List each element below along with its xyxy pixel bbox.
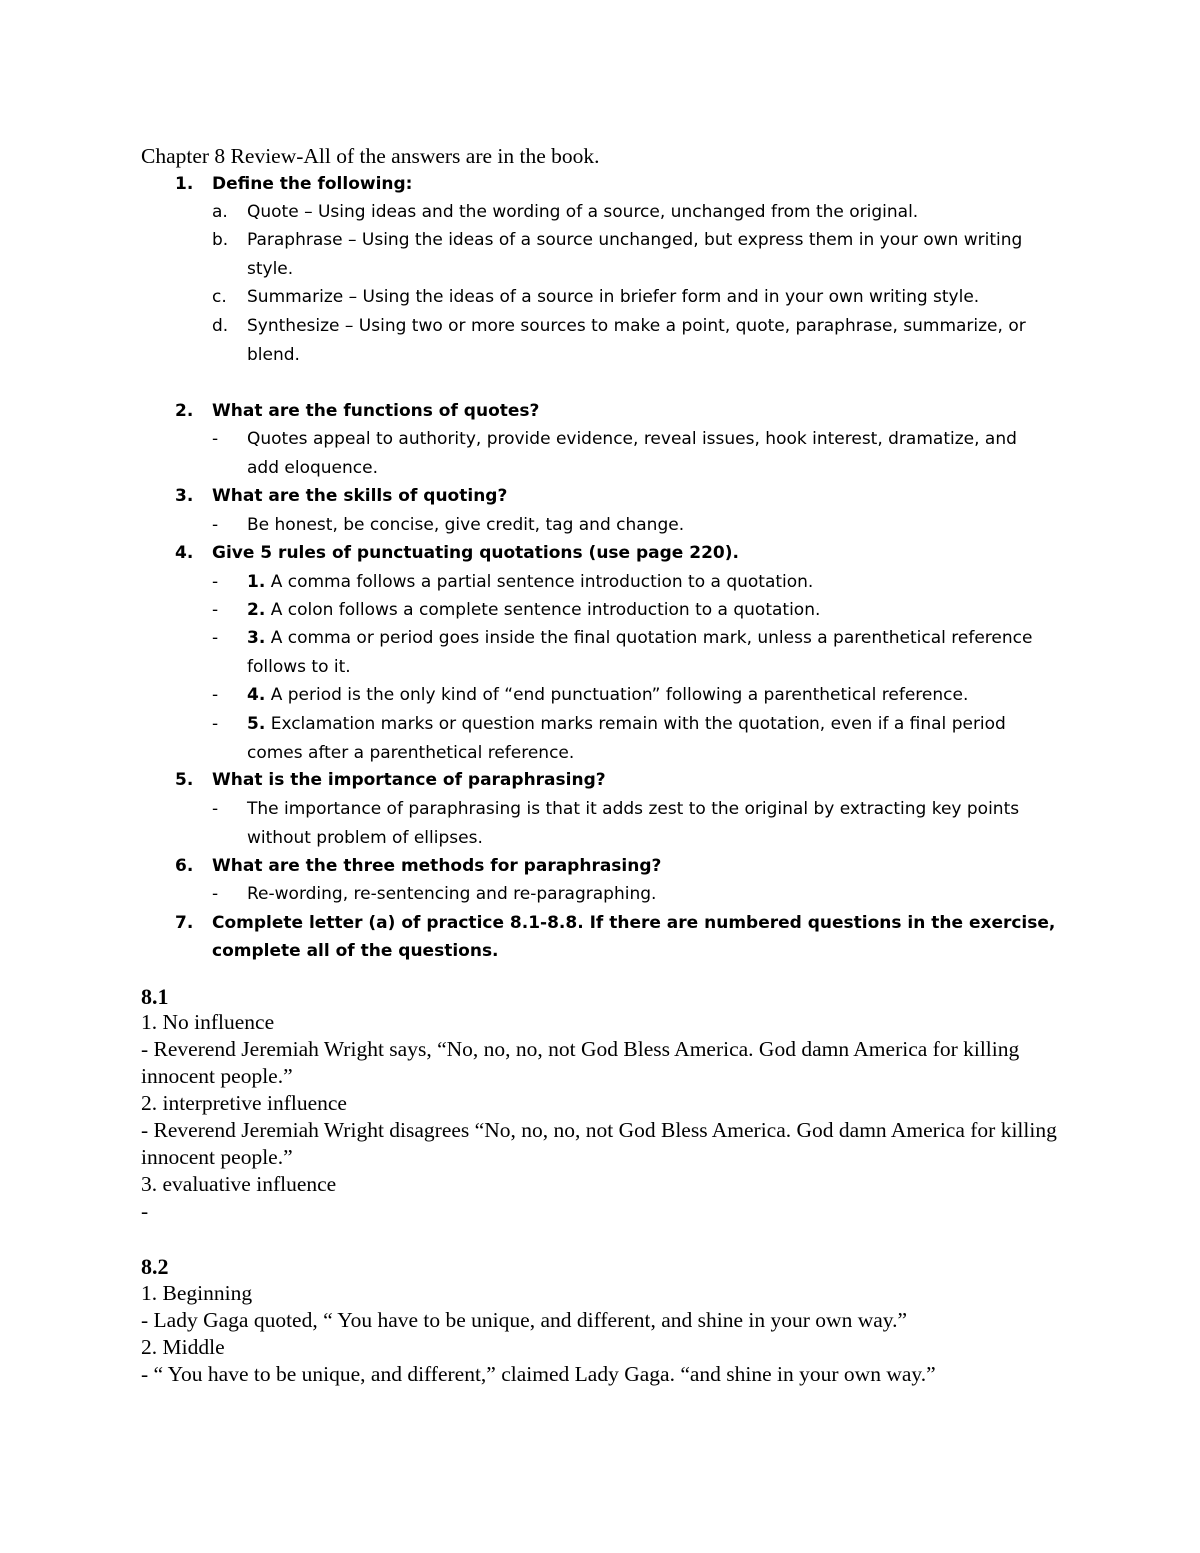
- answer-item: [212, 880, 1052, 909]
- list-marker: c.: [212, 287, 227, 307]
- rule-item: [212, 681, 1052, 710]
- answer-line: - “ You have to be unique, and different,” claimed Lady Gaga. “and shine in your own way.”: [141, 1362, 936, 1386]
- question-text: What is the importance of paraphrasing?: [212, 770, 606, 790]
- list-marker: -: [212, 628, 219, 648]
- list-marker: a.: [212, 202, 228, 222]
- answer-line: - Reverend Jeremiah Wright disagrees “No, no, no, not God Bless America. God damn America for killing innocent people.”: [141, 1118, 1057, 1169]
- rule-text: A comma or period goes inside the final quotation mark, unless a parenthetical reference follows to it.: [247, 628, 1033, 677]
- rule-item: [212, 568, 1052, 597]
- question-text: What are the skills of quoting?: [212, 486, 508, 506]
- rule-item: [212, 596, 1052, 625]
- answer-item: [212, 226, 1052, 283]
- list-marker: -: [212, 429, 219, 449]
- rule-text: Exclamation marks or question marks remain with the quotation, even if a final period comes after a parenthetical reference.: [247, 714, 1006, 763]
- list-marker: -: [212, 714, 219, 734]
- question-1: [175, 170, 412, 199]
- rule-number: 2.: [247, 600, 266, 620]
- question-2: [175, 397, 539, 426]
- question-number: 5.: [175, 770, 194, 790]
- question-7: [175, 909, 1055, 938]
- list-marker: d.: [212, 316, 229, 336]
- answer-line: 1. Beginning: [141, 1281, 253, 1305]
- answer-line: -: [141, 1199, 149, 1223]
- answer-item: [212, 198, 1052, 227]
- question-7-continued: [175, 937, 499, 966]
- answer-text: The importance of paraphrasing is that it adds zest to the original by extracting key points without problem of ellipses.: [247, 799, 1020, 848]
- question-text: Define the following:: [212, 174, 413, 194]
- rule-text: A period is the only kind of “end punctuation” following a parenthetical reference.: [265, 685, 969, 705]
- question-5: [175, 766, 606, 795]
- rule-text: A colon follows a complete sentence introduction to a quotation.: [265, 600, 821, 620]
- list-marker: b.: [212, 230, 229, 250]
- question-3: [175, 482, 507, 511]
- answer-text: Be honest, be concise, give credit, tag and change.: [247, 515, 685, 535]
- answer-text: Paraphrase – Using the ideas of a source unchanged, but express them in your own writing style.: [247, 230, 1023, 279]
- answer-item: [212, 511, 1052, 540]
- list-marker: -: [212, 572, 219, 592]
- question-text: What are the functions of quotes?: [212, 401, 540, 421]
- answer-text: Synthesize – Using two or more sources to make a point, quote, paraphrase, summarize, or blend.: [247, 316, 1026, 365]
- answer-text: Quotes appeal to authority, provide evidence, reveal issues, hook interest, dramatize, and add eloquence.: [247, 429, 1017, 478]
- question-number: 1.: [175, 174, 194, 194]
- answer-text: Re-wording, re-sentencing and re-paragraphing.: [247, 884, 657, 904]
- answer-line: 2. interpretive influence: [141, 1091, 347, 1115]
- question-text: What are the three methods for paraphrasing?: [212, 856, 662, 876]
- rule-number: 1.: [247, 572, 266, 592]
- rule-item: [212, 710, 1052, 767]
- question-text: Complete letter (a) of practice 8.1-8.8. If there are numbered questions in the exercise,: [212, 913, 1056, 933]
- section-heading: 8.1: [141, 984, 169, 1009]
- question-4: [175, 539, 739, 568]
- rule-item: [212, 624, 1052, 681]
- answer-item: [212, 795, 1052, 852]
- question-number: 2.: [175, 401, 194, 421]
- answer-line: 2. Middle: [141, 1335, 225, 1359]
- rule-text: A comma follows a partial sentence introduction to a quotation.: [265, 572, 814, 592]
- question-number: 7.: [175, 913, 194, 933]
- question-text: complete all of the questions.: [212, 941, 499, 961]
- rule-number: 4.: [247, 685, 266, 705]
- list-marker: -: [212, 685, 219, 705]
- answer-line: - Lady Gaga quoted, “ You have to be unique, and different, and shine in your own way.”: [141, 1308, 908, 1332]
- question-6: [175, 852, 661, 881]
- answer-item: [212, 283, 1052, 312]
- list-marker: -: [212, 884, 219, 904]
- question-number: 3.: [175, 486, 194, 506]
- answer-item: [212, 312, 1052, 369]
- list-marker: -: [212, 515, 219, 535]
- section-heading: 8.2: [141, 1254, 169, 1279]
- answer-text: Quote – Using ideas and the wording of a source, unchanged from the original.: [247, 202, 919, 222]
- rule-number: 3.: [247, 628, 266, 648]
- question-number: 6.: [175, 856, 194, 876]
- rule-number: 5.: [247, 714, 266, 734]
- document-title: Chapter 8 Review-All of the answers are in the book.: [141, 144, 600, 168]
- answer-item: [212, 425, 1052, 482]
- answer-line: 3. evaluative influence: [141, 1172, 337, 1196]
- question-number: 4.: [175, 543, 194, 563]
- list-marker: -: [212, 799, 219, 819]
- answer-line: 1. No influence: [141, 1010, 275, 1034]
- list-marker: -: [212, 600, 219, 620]
- answer-line: - Reverend Jeremiah Wright says, “No, no, no, not God Bless America. God damn America for killing innocent people.”: [141, 1037, 1020, 1088]
- question-text: Give 5 rules of punctuating quotations (use page 220).: [212, 543, 739, 563]
- answer-text: Summarize – Using the ideas of a source in briefer form and in your own writing style.: [247, 287, 980, 307]
